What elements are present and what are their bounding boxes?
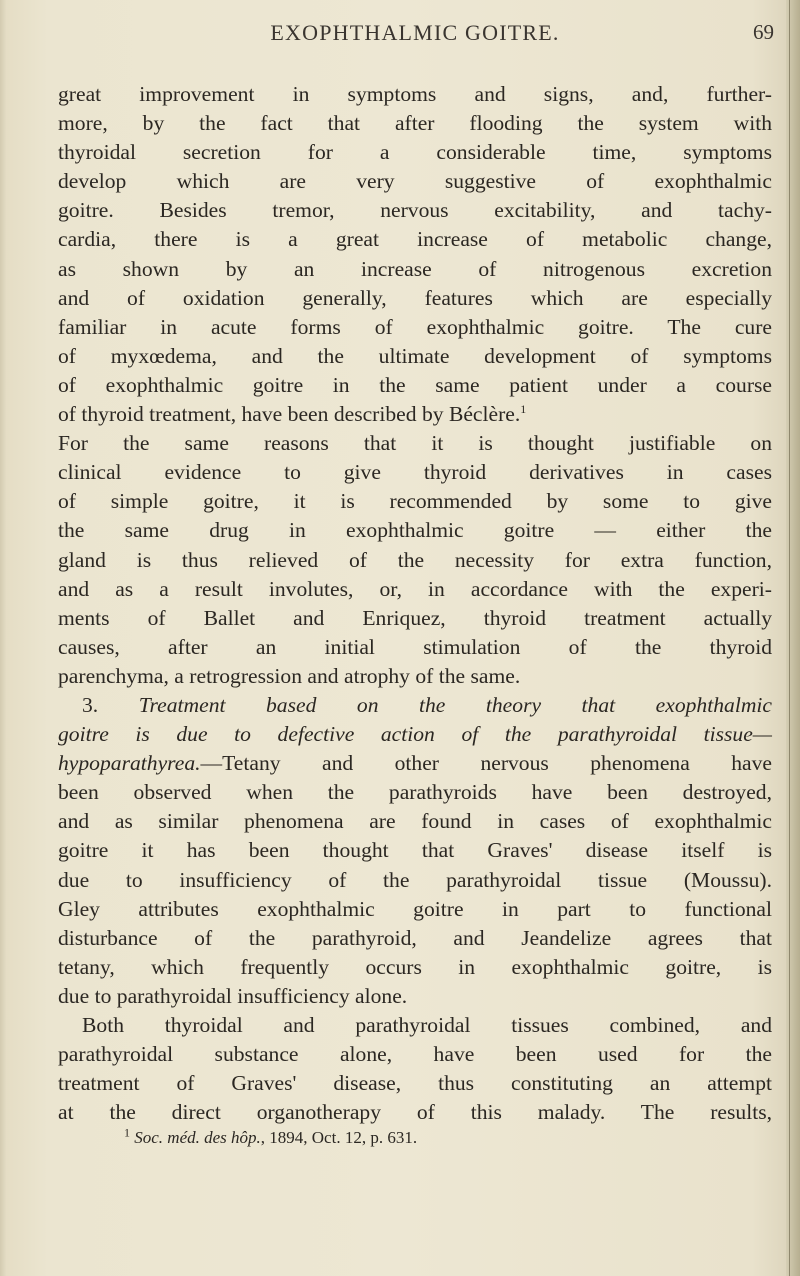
section-title-part: goitre is due to defective action of the parathyroidal tissue— [58, 722, 772, 747]
text-line: and of oxidation generally, features which are especially [58, 285, 772, 310]
footnote-source: Soc. méd. des hôp. [134, 1128, 261, 1148]
text-line: tetany, which frequently occurs in exophthalmic goitre, is [58, 954, 772, 979]
footnote [58, 1127, 772, 1149]
text-line: of simple goitre, it is recommended by some to give [58, 489, 772, 514]
body-text [58, 80, 772, 1149]
section-title-part: Treatment based on the theory that exophthalmic [138, 692, 772, 717]
text-line: Gley attributes exophthalmic goitre in part to functional [58, 896, 772, 921]
text-line: clinical evidence to give thyroid derivatives in cases [58, 460, 772, 485]
text-line [58, 720, 772, 749]
text-line: parenchyma, a retrogression and atrophy of the same. [58, 663, 521, 688]
text-line-content: —Tetany and other nervous phenomena have [200, 751, 772, 776]
text-line: parathyroidal substance alone, have been used for the [58, 1042, 772, 1067]
text-line: as shown by an increase of nitrogenous excretion [58, 256, 772, 281]
text-line: causes, after an initial stimulation of the thyroid [58, 634, 772, 659]
text-line: familiar in acute forms of exophthalmic goitre. The cure [58, 314, 772, 339]
text-line: For the same reasons that it is thought justifiable on [58, 431, 772, 456]
text-line: gland is thus relieved of the necessity for extra function, [58, 547, 772, 572]
text-line: and as similar phenomena are found in cases of exophthalmic [58, 809, 772, 834]
section-title-part: hypoparathyrea. [58, 751, 201, 776]
text-line: and as a result involutes, or, in accordance with the experi- [58, 576, 772, 601]
page-left-edge [0, 0, 6, 1276]
text-line: treatment of Graves' disease, thus constituting an attempt [58, 1071, 772, 1096]
text-line: due to insufficiency of the parathyroidal tissue (Moussu). [58, 867, 772, 892]
text-line [58, 400, 772, 429]
text-line: due to parathyroidal insufficiency alone. [58, 983, 408, 1008]
text-line: Both thyroidal and parathyroidal tissues combined, and [82, 1013, 772, 1037]
text-line-content: of thyroid treatment, have been described by Béclère. [58, 402, 521, 427]
footnote-marker: 1 [124, 1125, 130, 1140]
section-number: 3. [82, 692, 99, 717]
running-title: EXOPHTHALMIC GOITRE. [270, 20, 560, 45]
page-header [56, 20, 774, 50]
text-line: at the direct organotherapy of this malady. The results, [58, 1100, 772, 1125]
text-line: goitre it has been thought that Graves' disease itself is [58, 838, 772, 863]
text-line: the same drug in exophthalmic goitre — either the [58, 518, 772, 543]
page-right-edge [786, 0, 800, 1276]
text-line: goitre. Besides tremor, nervous excitability, and tachy- [58, 198, 772, 223]
text-line: of exophthalmic goitre in the same patient under a course [58, 372, 772, 397]
section-3-heading [58, 691, 772, 720]
footnote-details: , 1894, Oct. 12, p. 631. [260, 1128, 418, 1148]
text-line: cardia, there is a great increase of metabolic change, [58, 227, 772, 252]
text-line: disturbance of the parathyroid, and Jeandelize agrees that [58, 925, 772, 950]
text-line: thyroidal secretion for a considerable time, symptoms [58, 140, 772, 165]
text-line [58, 749, 772, 778]
page-number: 69 [753, 20, 774, 44]
text-line: more, by the fact that after flooding the system with [58, 111, 772, 136]
text-line: been observed when the parathyroids have been destroyed, [58, 780, 772, 805]
text-line: ments of Ballet and Enriquez, thyroid treatment actually [58, 605, 772, 630]
text-line: of myxœdema, and the ultimate development of symptoms [58, 343, 772, 368]
text-line: great improvement in symptoms and signs, and, further- [58, 82, 772, 106]
footnote-reference: 1 [520, 401, 527, 416]
text-line: develop which are very suggestive of exophthalmic [58, 169, 772, 194]
